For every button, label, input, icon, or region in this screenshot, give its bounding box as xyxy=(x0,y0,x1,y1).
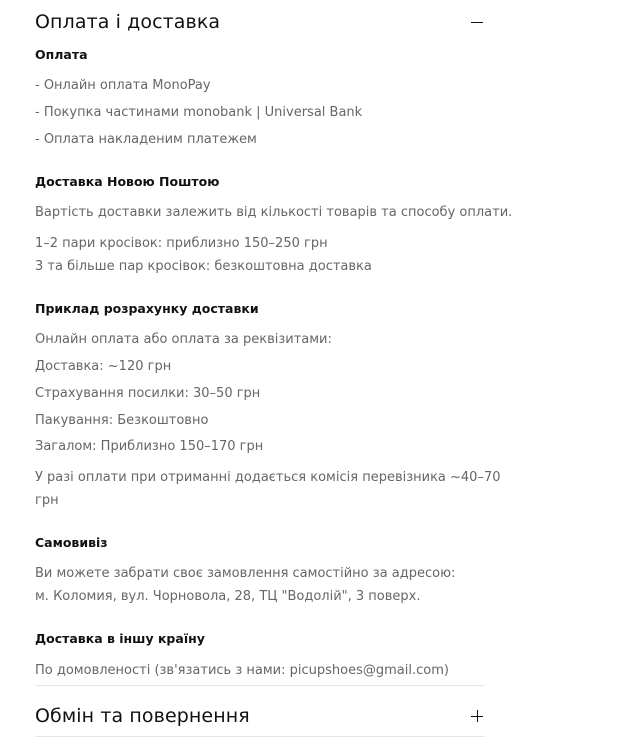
example-line: Онлайн оплата або оплата за реквізитами: xyxy=(35,332,332,347)
section-title-nova-poshta: Доставка Новою Поштою xyxy=(35,174,220,189)
example-section xyxy=(35,300,501,508)
accordion-divider xyxy=(35,685,485,686)
section-title-payment: Оплата xyxy=(35,47,88,62)
nova-poshta-line: 3 та більше пар кросівок: безкоштовна доставка xyxy=(35,259,372,274)
example-line: Страхування посилки: 30–50 грн xyxy=(35,386,261,401)
example-note: грн xyxy=(35,493,59,508)
nova-poshta-line: 1–2 пари кросівок: приблизно 150–250 грн xyxy=(35,236,328,251)
minus-icon[interactable] xyxy=(471,16,483,28)
accordion-divider xyxy=(35,736,485,737)
section-title-pickup: Самовивіз xyxy=(35,535,108,550)
abroad-line: По домовленості (зв'язатись з нами: picupshoes@gmail.com) xyxy=(35,663,449,678)
example-line: Загалом: Приблизно 150–170 грн xyxy=(35,439,264,454)
accordion-title: Обмін та повернення xyxy=(35,705,250,727)
payment-section xyxy=(35,46,485,147)
example-line: Доставка: ~120 грн xyxy=(35,359,172,374)
payment-line: - Оплата накладеним платежем xyxy=(35,132,257,147)
pickup-section xyxy=(35,534,485,604)
accordion-title: Оплата і доставка xyxy=(35,11,221,33)
pickup-line: Ви можете забрати своє замовлення самостійно за адресою: xyxy=(35,566,456,581)
section-title-example: Приклад розрахунку доставки xyxy=(35,301,259,316)
abroad-section xyxy=(35,630,485,678)
payment-line: - Онлайн оплата MonoPay xyxy=(35,78,211,93)
pickup-address: м. Коломия, вул. Чорновола, 28, ТЦ "Водолій", 3 поверх. xyxy=(35,589,421,604)
nova-poshta-intro: Вартість доставки залежить від кількості товарів та способу оплати. xyxy=(35,205,513,220)
example-line: Пакування: Безкоштовно xyxy=(35,413,209,428)
plus-icon[interactable] xyxy=(471,710,483,722)
nova-poshta-section xyxy=(35,173,513,274)
section-title-abroad: Доставка в іншу країну xyxy=(35,631,205,646)
faq-accordion xyxy=(35,0,513,727)
accordion-header-payment-delivery[interactable] xyxy=(35,0,485,44)
accordion-header-returns[interactable] xyxy=(35,694,485,738)
payment-line: - Покупка частинами monobank | Universal Bank xyxy=(35,105,363,120)
example-note: У разі оплати при отриманні додається комісія перевізника ~40–70 xyxy=(35,470,501,485)
